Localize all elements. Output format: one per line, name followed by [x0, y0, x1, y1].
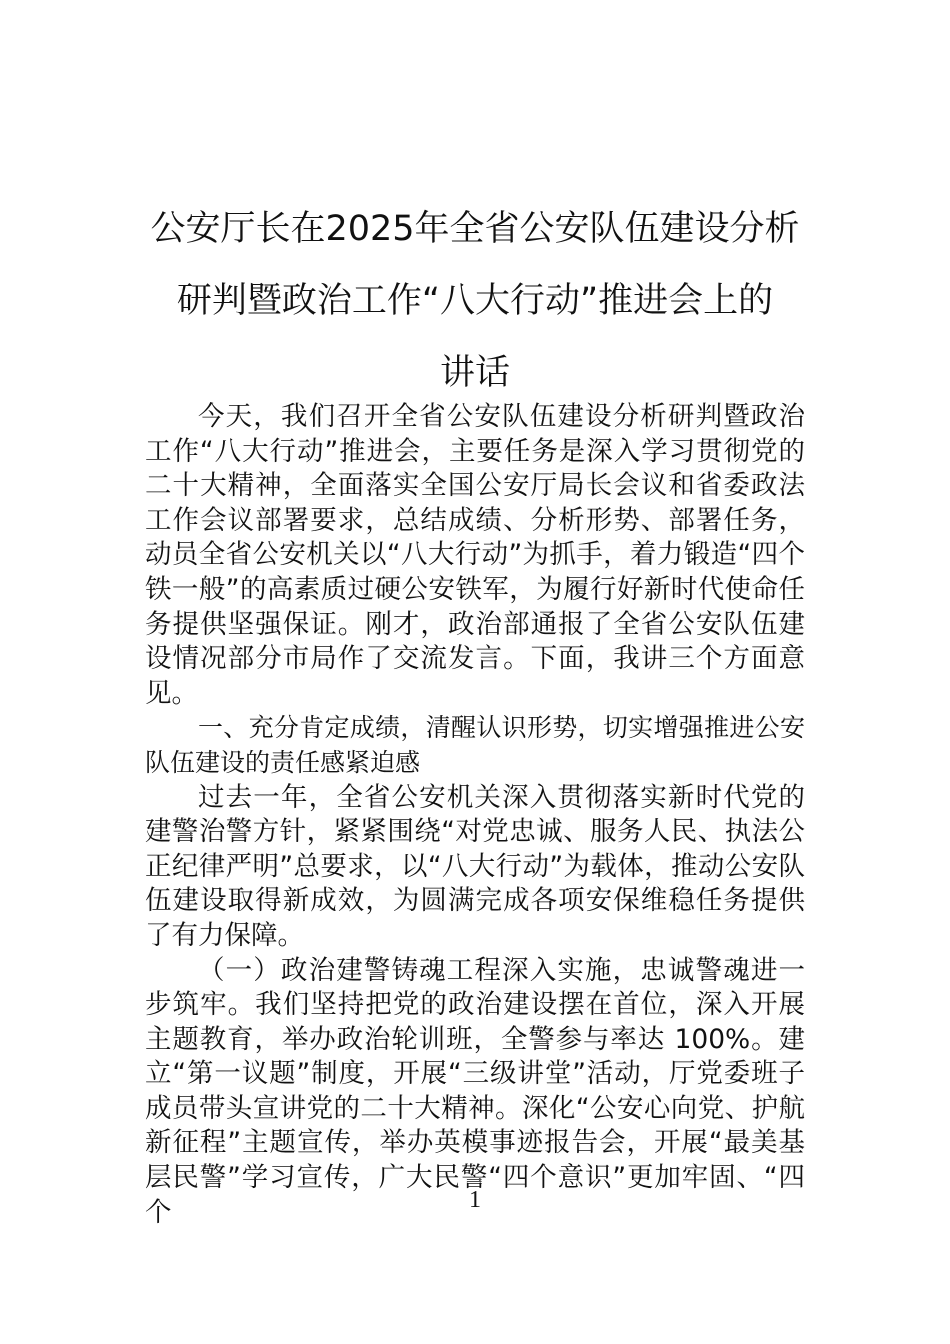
- paragraph-past-year: 过去一年，全省公安机关深入贯彻落实新时代党的建警治警方针，紧紧围绕“对党忠诚、服务人民、执法公正纪律严明”总要求，以“八大行动”为载体，推动公安队伍建设取得新成效，为圆满完成各项安保维稳任务提供了有力保障。: [145, 781, 805, 951]
- title-line-1: 公安厅长在2025年全省公安队伍建设分析: [150, 209, 800, 250]
- paragraph-subsection-1: （一）政治建警铸魂工程深入实施，忠诚警魂进一步筑牢。我们坚持把党的政治建设摆在首位，深入开展主题教育，举办政治轮训班，全警参与率达 100%。建立“第一议题”制度，开展“三级讲堂”活动，厅党委班子成员带头宣讲党的二十大精神。深化“公安心向党、护航新征程”主题宣传，举办英模事迹报告会，开展“最美基层民警”学习宣传，广大民警“四个意识”更加牢固、“四个: [145, 954, 805, 1228]
- page-number: 1: [469, 1187, 481, 1213]
- document-title: [140, 193, 810, 409]
- title-line-2: 研判暨政治工作“八大行动”推进会上的: [176, 281, 774, 322]
- section-heading-1: 一、充分肯定成绩，清醒认识形势，切实增强推进公安队伍建设的责任感紧迫感: [145, 713, 805, 777]
- title-line-3: 讲话: [439, 353, 510, 394]
- paragraph-intro: 今天，我们召开全省公安队伍建设分析研判暨政治工作“八大行动”推进会，主要任务是深入学习贯彻党的二十大精神，全面落实全国公安厅局长会议和省委政法工作会议部署要求，总结成绩、分析形势、部署任务，动员全省公安机关以“八大行动”为抓手，着力锻造“四个铁一般”的高素质过硬公安铁军，为履行好新时代使命任务提供坚强保证。刚才，政治部通报了全省公安队伍建设情况部分市局作了交流发言。下面，我讲三个方面意见。: [145, 401, 805, 709]
- document-body: [145, 400, 805, 1230]
